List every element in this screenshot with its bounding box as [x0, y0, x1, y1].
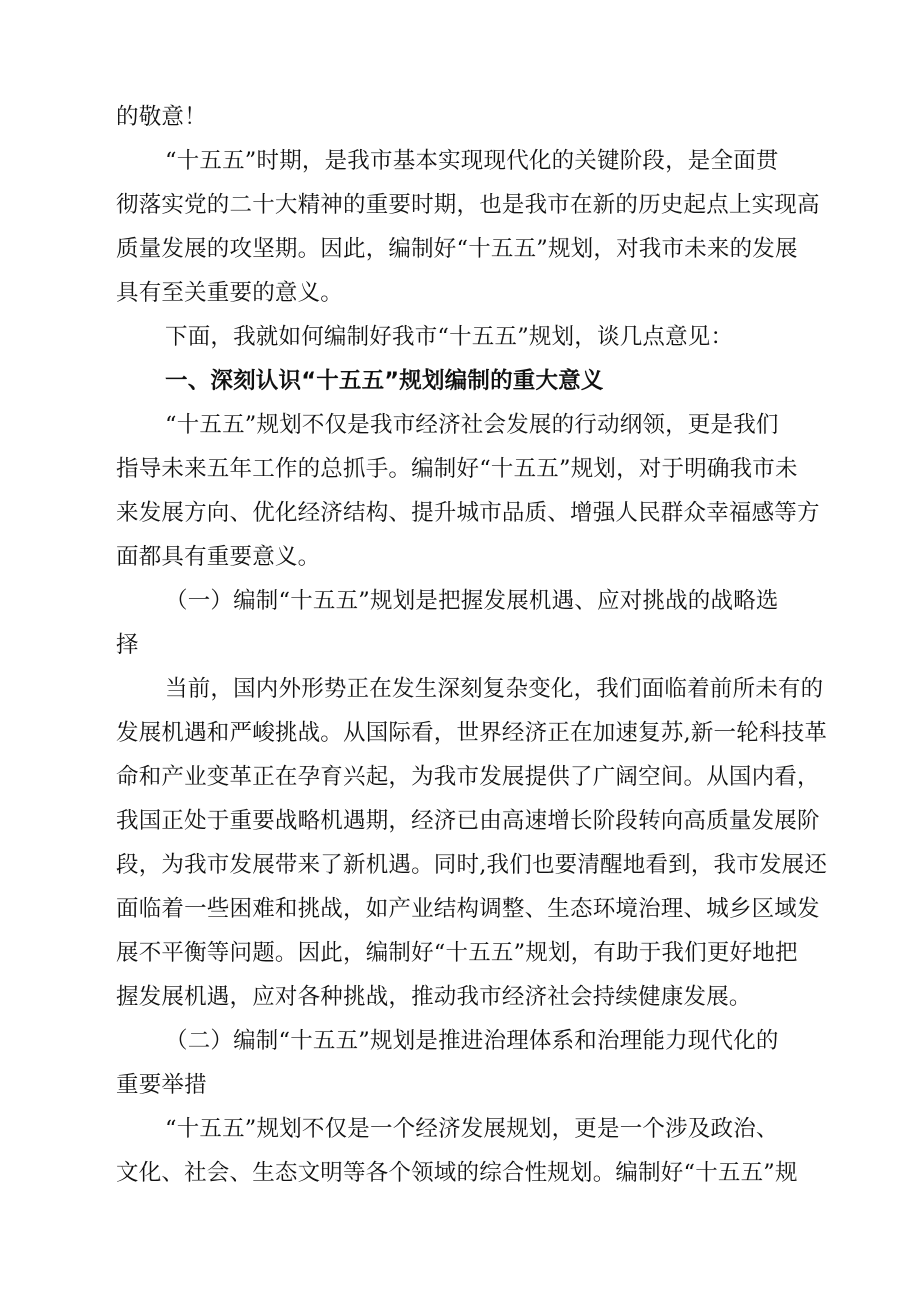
paragraph-line: 命和产业变革正在孕育兴起，为我市发展提供了广阔空间。从国内看， — [116, 764, 820, 790]
section-heading: 一、深刻认识“十五五”规划编制的重大意义 — [165, 368, 604, 394]
paragraph-line: 来发展方向、优化经济结构、提升城市品质、增强人民群众幸福感等方 — [116, 500, 820, 526]
paragraph-line: 下面，我就如何编制好我市“十五五”规划，谈几点意见： — [165, 324, 734, 350]
paragraph-line: 文化、社会、生态文明等各个领域的综合性规划。编制好“十五五”规 — [116, 1160, 798, 1186]
subheading-line: 重要举措 — [116, 1072, 207, 1098]
paragraph-line: 具有至关重要的意义。 — [116, 280, 344, 306]
paragraph-line: 指导未来五年工作的总抓手。编制好“十五五”规划，对于明确我市未 — [116, 456, 798, 482]
paragraph-line: “十五五”时期，是我市基本实现现代化的关键阶段，是全面贯 — [165, 148, 779, 174]
paragraph-line: 握发展机遇，应对各种挑战，推动我市经济社会持续健康发展。 — [116, 984, 752, 1010]
paragraph-line: 段，为我市发展带来了新机遇。同时,我们也要清醒地看到，我市发展还 — [116, 852, 828, 878]
text-line: 的敬意！ — [116, 104, 207, 130]
paragraph-line: 当前，国内外形势正在发生深刻复杂变化，我们面临着前所未有的 — [165, 676, 824, 702]
paragraph-line: 彻落实党的二十大精神的重要时期，也是我市在新的历史起点上实现高 — [116, 192, 820, 218]
paragraph-line: “十五五”规划不仅是我市经济社会发展的行动纲领，更是我们 — [165, 412, 779, 438]
paragraph-line: “十五五”规划不仅是一个经济发展规划，更是一个涉及政治、 — [165, 1116, 779, 1142]
paragraph-line: 展不平衡等问题。因此，编制好“十五五”规划，有助于我们更好地把 — [116, 940, 798, 966]
subheading-line: 择 — [116, 632, 139, 658]
paragraph-line: 面临着一些困难和挑战，如产业结构调整、生态环境治理、城乡区域发 — [116, 896, 820, 922]
paragraph-line: 面都具有重要意义。 — [116, 544, 321, 570]
subheading-line: （一）编制“十五五”规划是把握发展机遇、应对挑战的战略选 — [165, 588, 779, 614]
paragraph-line: 发展机遇和严峻挑战。从国际看，世界经济正在加速复苏,新一轮科技革 — [116, 720, 828, 746]
subheading-line: （二）编制“十五五”规划是推进治理体系和治理能力现代化的 — [165, 1028, 779, 1054]
paragraph-line: 质量发展的攻坚期。因此，编制好“十五五”规划，对我市未来的发展 — [116, 236, 798, 262]
paragraph-line: 我国正处于重要战略机遇期，经济已由高速增长阶段转向高质量发展阶 — [116, 808, 820, 834]
